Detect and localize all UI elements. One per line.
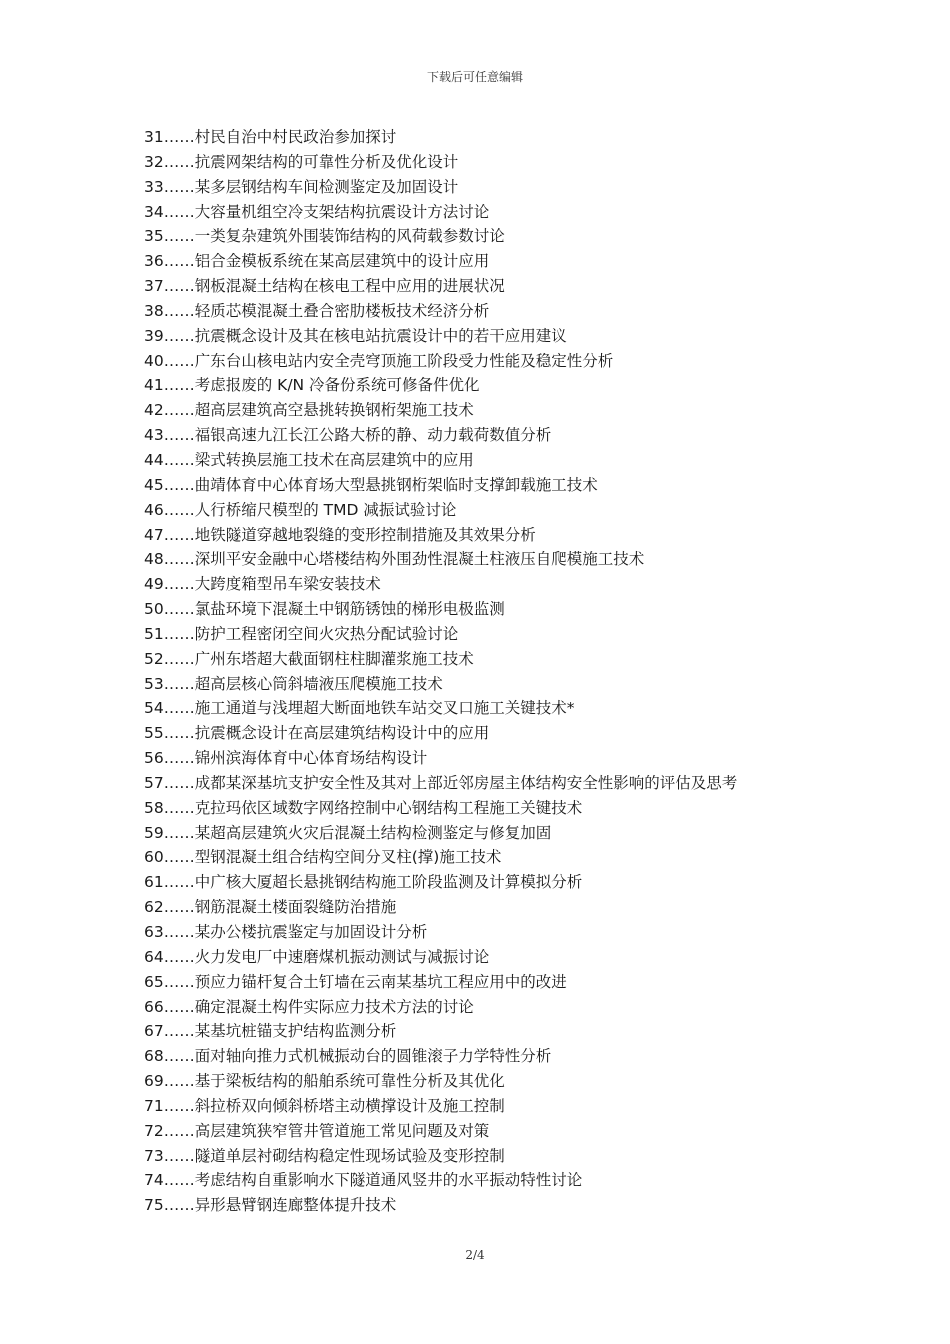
list-item: 46……人行桥缩尺模型的 TMD 减振试验讨论 xyxy=(144,500,457,519)
list-item: 74……考虑结构自重影响水下隧道通风竖井的水平振动特性讨论 xyxy=(144,1171,583,1190)
list-item: 63……某办公楼抗震鉴定与加固设计分析 xyxy=(144,923,428,941)
page-number: 2/4 xyxy=(465,1248,485,1262)
list-item: 67……某基坑桩锚支护结构监测分析 xyxy=(144,1022,397,1041)
list-item: 75……异形悬臂钢连廊整体提升技术 xyxy=(144,1196,397,1215)
list-item: 37……钢板混凝土结构在核电工程中应用的进展状况 xyxy=(144,277,505,296)
list-item: 73……隧道单层衬砌结构稳定性现场试验及变形控制 xyxy=(144,1146,505,1165)
list-item: 51……防护工程密闭空间火灾热分配试验讨论 xyxy=(144,624,459,643)
list-item: 66……确定混凝土构件实际应力技术方法的讨论 xyxy=(144,997,474,1016)
list-item: 48……深圳平安金融中心塔楼结构外围劲性混凝土柱液压自爬模施工技术 xyxy=(144,550,645,569)
topic-list xyxy=(144,125,737,1218)
list-item: 72……高层建筑狭窄管井管道施工常见问题及对策 xyxy=(144,1121,490,1140)
list-item: 31……村民自治中村民政治参加探讨 xyxy=(144,128,397,146)
list-item: 39……抗震概念设计及其在核电站抗震设计中的若干应用建议 xyxy=(144,326,567,345)
list-item: 69……基于梁板结构的船舶系统可靠性分析及其优化 xyxy=(144,1072,505,1091)
list-item: 38……轻质芯模混凝土叠合密肋楼板技术经济分析 xyxy=(144,301,490,320)
list-item: 58……克拉玛依区域数字网络控制中心钢结构工程施工关键技术 xyxy=(144,798,583,817)
page-header: 下载后可任意编辑 xyxy=(426,70,523,84)
list-item: 44……梁式转换层施工技术在高层建筑中的应用 xyxy=(144,450,474,469)
list-item: 49……大跨度箱型吊车梁安装技术 xyxy=(144,575,381,594)
list-item: 54……施工通道与浅埋超大断面地铁车站交叉口施工关键技术* xyxy=(144,699,575,718)
list-item: 60……型钢混凝土组合结构空间分叉柱(撑)施工技术 xyxy=(144,848,502,867)
list-item: 32……抗震网架结构的可靠性分析及优化设计 xyxy=(144,152,459,171)
list-item: 64……火力发电厂中速磨煤机振动测试与减振讨论 xyxy=(144,947,490,966)
list-item: 36……铝合金模板系统在某高层建筑中的设计应用 xyxy=(144,252,490,271)
list-item: 52……广州东塔超大截面钢柱柱脚灌浆施工技术 xyxy=(144,649,474,668)
list-item: 50……氯盐环境下混凝土中钢筋锈蚀的梯形电极监测 xyxy=(144,600,505,619)
list-item: 43……福银高速九江长江公路大桥的静、动力载荷数值分析 xyxy=(144,426,552,445)
list-item: 57……成都某深基坑支护安全性及其对上部近邻房屋主体结构安全性影响的评估及思考 xyxy=(144,773,738,792)
list-item: 47……地铁隧道穿越地裂缝的变形控制措施及其效果分析 xyxy=(144,525,536,544)
list-item: 34……大容量机组空冷支架结构抗震设计方法讨论 xyxy=(144,202,490,221)
list-item: 65……预应力锚杆复合土钉墙在云南某基坑工程应用中的改进 xyxy=(144,972,567,991)
list-item: 68……面对轴向推力式机械振动台的圆锥滚子力学特性分析 xyxy=(144,1047,552,1066)
list-item: 55……抗震概念设计在高层建筑结构设计中的应用 xyxy=(144,724,490,743)
list-item: 45……曲靖体育中心体育场大型悬挑钢桁架临时支撑卸载施工技术 xyxy=(144,475,598,494)
list-item: 40……广东台山核电站内安全壳穹顶施工阶段受力性能及稳定性分析 xyxy=(144,351,614,370)
list-item: 41……考虑报废的 K/N 冷备份系统可修备件优化 xyxy=(144,376,480,395)
list-item: 59……某超高层建筑火灾后混凝土结构检测鉴定与修复加固 xyxy=(144,823,552,842)
list-item: 53……超高层核心筒斜墙液压爬模施工技术 xyxy=(144,674,443,693)
list-item: 35……一类复杂建筑外围装饰结构的风荷载参数讨论 xyxy=(144,227,505,246)
list-item: 42……超高层建筑高空悬挑转换钢桁架施工技术 xyxy=(144,401,474,420)
list-item: 62……钢筋混凝土楼面裂缝防治措施 xyxy=(144,898,397,917)
list-item: 33……某多层钢结构车间检测鉴定及加固设计 xyxy=(144,177,459,196)
list-item: 71……斜拉桥双向倾斜桥塔主动横撑设计及施工控制 xyxy=(144,1096,505,1115)
list-item: 61……中广核大厦超长悬挑钢结构施工阶段监测及计算模拟分析 xyxy=(144,873,583,892)
list-item: 56……锦州滨海体育中心体育场结构设计 xyxy=(144,749,428,768)
